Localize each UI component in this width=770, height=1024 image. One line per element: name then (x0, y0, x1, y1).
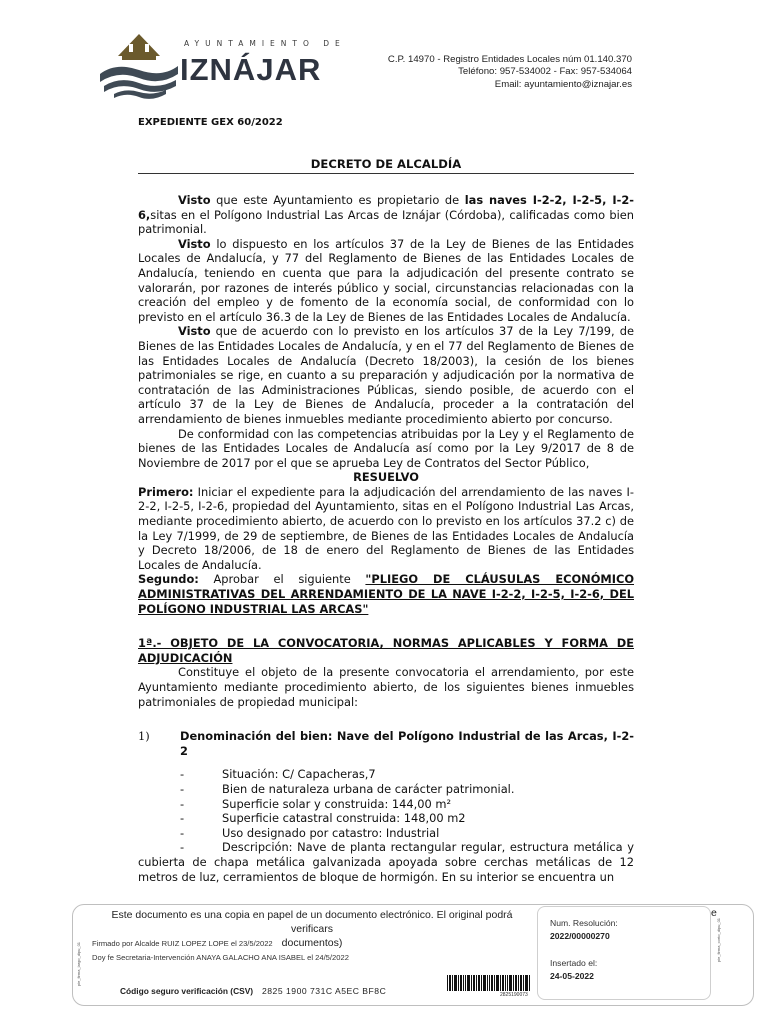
contact-line-postal: C.P. 14970 - Registro Entidades Locales núm 01.140.370 (387, 54, 632, 65)
list-item: - Situación: C/ Capacheras,7 (180, 767, 376, 782)
property-description: - Descripción: Nave de planta rectangular regular, estructura metálica y cubierta de chapa metálica galvanizada apoyada sobre cerchas metálicas de 12 metros de luz, cerramientos de bloque de hormigón. En su interior se encuentra un (138, 840, 634, 884)
paragraph-conformidad: De conformidad con las competencias atribuidas por la Ley y el Reglamento de bienes de las Entidades Locales de Andalucía así como por la Ley 9/2017 de 8 de Noviembre de 2017 por el que se aprueba Ley de Contratos del Sector Público, (138, 426, 634, 470)
castle-wave-emblem-icon (96, 30, 182, 108)
copy-notice-tail: e (711, 907, 717, 919)
contact-block (388, 54, 632, 91)
barcode-icon (447, 975, 531, 991)
resolution-number: 2022/00000270 (550, 931, 610, 941)
list-item: - Uso designado por catastro: Industrial (180, 825, 440, 840)
decree-body (138, 193, 634, 884)
inserted-label: Insertado el: (550, 958, 598, 968)
paragraph-segundo: Segundo: Aprobar el siguiente "PLIEGO DE CLÁUSULAS ECONÓMICO ADMINISTRATIVAS DEL ARRENDAMIENTO DE LA NAVE I-2-2, I-2-5, I-2-6, DEL POLÍGONO INDUSTRIAL LAS ARCAS" (138, 572, 634, 616)
section-1-heading: 1ª.- OBJETO DE LA CONVOCATORIA, NORMAS APLICABLES Y FORMA DE ADJUDICACIÓN (138, 636, 634, 665)
resuelvo-heading: RESUELVO (353, 470, 419, 485)
side-code-right: pie_firma_corto_dipu_01 (716, 917, 721, 962)
csv-label: Código seguro verificación (CSV) (120, 986, 254, 996)
inserted-date: 24-05-2022 (550, 971, 594, 981)
copy-notice: Este documento es una copia en papel de un documento electrónico. El original podrá verificars documentos) (111, 909, 513, 949)
paragraph-visto-3: Visto que de acuerdo con lo previsto en los artículos 37 de la Ley 7/199, de Bienes de las Entidades Locales de Andalucía, y en el 77 del Reglamento de Bienes de las Entidades Locales de Andalucía (Decreto 18/2003), la cesión de los bienes patrimoniales se rige, en cuanto a su preparación y adjudicación por la normativa de contratación de las Administraciones Públicas, siendo posible, de acuerdo con el artículo 37 de la Ley de Bienes de Andalucía, proceder a la contratación del arrendamiento de bienes inmuebles mediante procedimiento abierto por concurso. (138, 324, 634, 426)
paragraph-visto-2: Visto lo dispuesto en los artículos 37 de la Ley de Bienes de las Entidades Locales de Andalucía, y 77 del Reglamento de Bienes de las Entidades Locales de Andalucía, teniendo en cuenta que para la adjudicación del presente contrato se valorarán, por razones de interés público y social, circunstancias relacionadas con la creación del empleo y de fomento de la economía social, de conformidad con lo previsto en el artículo 36.3 de la Ley de Bienes de las Entidades Locales de Andalucía. (138, 236, 634, 324)
property-details-list (138, 767, 634, 840)
decree-title: DECRETO DE ALCALDÍA (138, 157, 634, 174)
municipal-logo (96, 30, 346, 108)
ayuntamiento-label: AYUNTAMIENTO DE (184, 39, 346, 48)
signed-by-secretary: Doy fe Secretaria-Intervención ANAYA GALACHO ANA ISABEL el 24/5/2022 (92, 953, 349, 962)
side-code-left: pie_firma_largo_dipu_01 (76, 941, 81, 986)
list-item: - Superficie catastral construida: 148,00 m2 (180, 811, 466, 826)
paragraph-primero: Primero: Iniciar el expediente para la adjudicación del arrendamiento de las naves I-2-2, I-2-5, I-2-6, propiedad del Ayuntamiento, sitas en el Polígono Industrial Las Arcas, mediante procedimiento abierto, de acuerdo con lo previsto en los artículos 37.2 c) de la Ley 7/1999, de 29 de septiembre, de Bienes de las Entidades Locales de Andalucía y Decreto 18/2006, de 18 de enero del Reglamento de Bienes de las Entidades Locales de Andalucía. (138, 484, 634, 572)
town-name: IZNÁJAR (180, 52, 322, 87)
contact-line-phone: Teléfono: 957-534002 - Fax: 957-534064 (458, 66, 632, 78)
contact-line-email: Email: ayuntamiento@iznajar.es (494, 78, 632, 90)
csv-code: 2825 1900 731C A5EC BF8C (262, 986, 387, 996)
list-item: - Bien de naturaleza urbana de carácter patrimonial. (180, 781, 515, 796)
signed-by-mayor: Firmado por Alcalde RUIZ LOPEZ LOPE el 23/5/2022 (92, 939, 273, 948)
expediente-number: EXPEDIENTE GEX 60/2022 (138, 117, 283, 128)
signature-lines (92, 937, 349, 965)
resolution-label: Num. Resolución: (550, 918, 618, 928)
list-item: - Superficie solar y construida: 144,00 m² (180, 796, 452, 811)
barcode-number: 2825190073 (500, 992, 528, 998)
section-1-text: Constituye el objeto de la presente convocatoria el arrendamiento, por este Ayuntamiento mediante procedimiento abierto, de los siguientes bienes inmuebles patrimoniales de propiedad municipal: (138, 665, 634, 709)
property-heading: 1) Denominación del bien: Nave del Polígono Industrial de las Arcas, I-2-2 (138, 729, 634, 758)
paragraph-visto-1: Visto que este Ayuntamiento es propietario de las naves I-2-2, I-2-5, I-2-6,sitas en el Polígono Industrial Las Arcas de Iznájar (Córdoba), calificadas como bien patrimonial. (138, 193, 634, 237)
